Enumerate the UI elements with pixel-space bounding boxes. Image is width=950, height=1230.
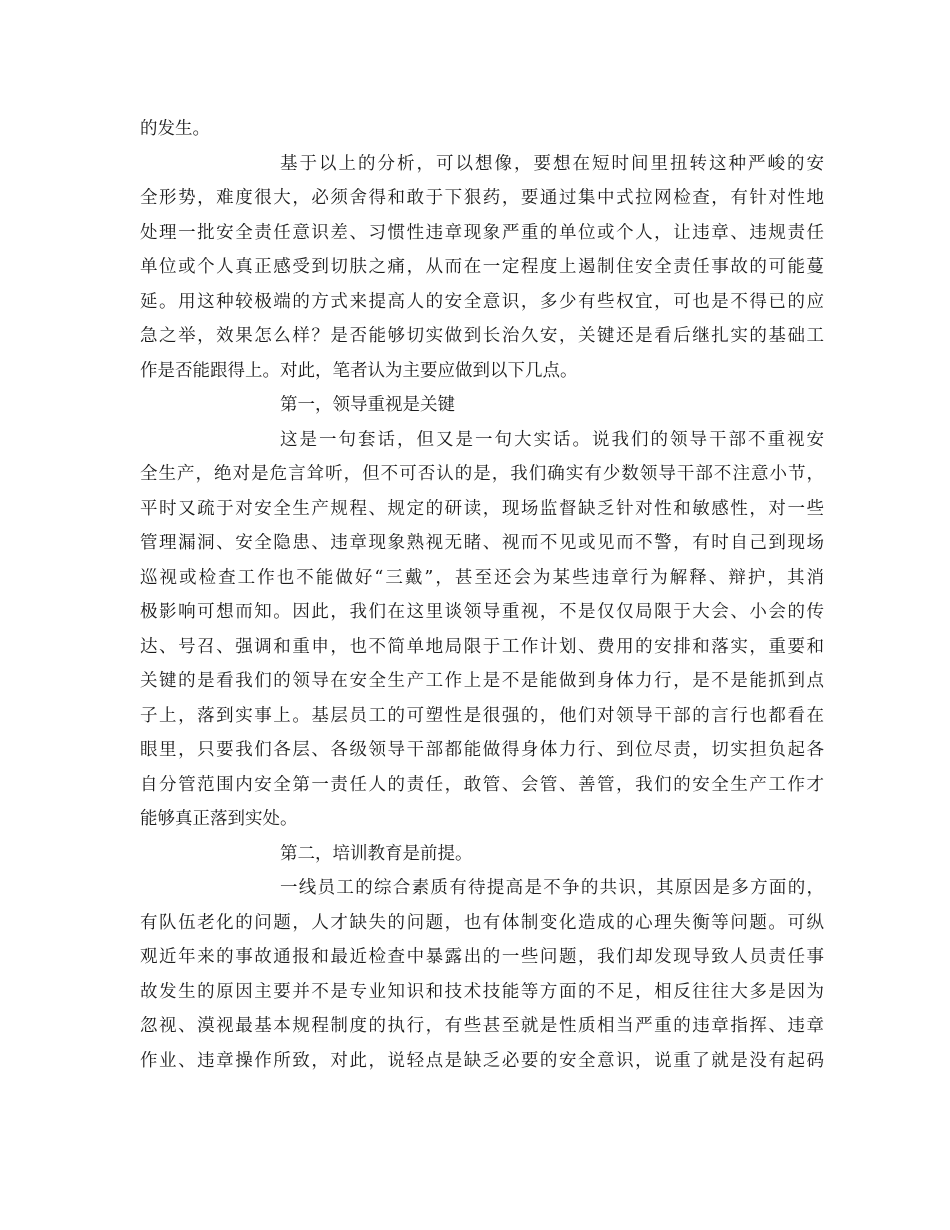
text-line [140,733,824,768]
text-line [140,147,824,182]
document-body [140,112,824,1078]
text-line-content: 故发生的原因主要并不是专业知识和技术技能等方面的不足，相反往往大多是因为 [140,981,824,1002]
text-line-content: 管理漏洞、安全隐患、违章现象熟视无睹、视而不见或见而不警，有时自己到现场 [140,533,824,553]
text-line-content: 眼里，只要我们各层、各级领导干部都能做得身体力行、到位尽责，切实担负起各 [140,740,824,760]
text-line-content: 全形势，难度很大，必须舍得和敢于下狠药，要通过集中式拉网检查，有针对性地 [140,188,824,208]
text-line [140,457,824,492]
text-line-content: 这是一句套话，但又是一句大实话。说我们的领导干部不重视安 [280,429,824,450]
text-line [140,802,824,837]
text-line [140,181,824,216]
text-line [140,1044,824,1079]
text-line [140,940,824,975]
text-line [140,837,824,872]
text-line-content: 能够真正落到实处。 [140,809,298,829]
text-line-content: 关键的是看我们的领导在安全生产工作上是不是能做到身体力行，是不是能抓到点 [140,671,824,691]
text-line [140,595,824,630]
text-line [140,285,824,320]
text-line-content: 全生产，绝对是危言耸听，但不可否认的是，我们确实有少数领导干部不注意小节， [140,464,824,484]
text-line-content: 延。用这种较极端的方式来提高人的安全意识，多少有些权宜，可也是不得已的应 [140,291,824,312]
text-line-content: 第一，领导重视是关键 [280,395,455,415]
text-line [140,319,824,354]
text-line-content: 第二，培训教育是前提。 [280,843,473,864]
text-line [140,664,824,699]
text-line-content: 急之举，效果怎么样？是否能够切实做到长治久安，关键还是看后继扎实的基础工 [140,326,824,346]
text-line-content: 观近年来的事故通报和最近检查中暴露出的一些问题，我们却发现导致人员责任事 [140,947,824,967]
text-line-content: 平时又疏于对安全生产规程、规定的研读，现场监督缺乏针对性和敏感性，对一些 [140,498,824,519]
text-line [140,250,824,285]
text-line-content: 有队伍老化的问题，人才缺失的问题，也有体制变化造成的心理失衡等问题。可纵 [140,912,824,933]
text-line-content: 巡视或检查工作也不能做好“三戴”，甚至还会为某些违章行为解释、辩护，其消 [140,567,824,588]
text-line-content: 作业、违章操作所致，对此，说轻点是缺乏必要的安全意识，说重了就是没有起码 [140,1050,824,1071]
text-line-content: 作是否能跟得上。对此，笔者认为主要应做到以下几点。 [140,360,578,381]
text-line [140,216,824,251]
text-line [140,388,824,423]
text-line-content: 基于以上的分析，可以想像，要想在短时间里扭转这种严峻的安 [280,153,824,174]
text-line-content: 单位或个人真正感受到切肤之痛，从而在一定程度上遏制住安全责任事故的可能蔓 [140,257,824,277]
text-line [140,492,824,527]
text-line [140,526,824,561]
text-line [140,112,824,147]
text-line-content: 处理一批安全责任意识差、习惯性违章现象严重的单位或个人，让违章、违规责任 [140,222,824,243]
text-line-content: 忽视、漠视最基本规程制度的执行，有些甚至就是性质相当严重的违章指挥、违章 [140,1016,824,1036]
text-line [140,630,824,665]
text-line-content: 的发生。 [140,119,210,139]
text-line-content: 达、号召、强调和重申，也不简单地局限于工作计划、费用的安排和落实，重要和 [140,636,824,657]
text-line [140,871,824,906]
text-line [140,768,824,803]
text-line-content: 一线员工的综合素质有待提高是不争的共识，其原因是多方面的， [280,878,824,898]
text-line [140,699,824,734]
text-line [140,1009,824,1044]
text-line-content: 自分管范围内安全第一责任人的责任，敢管、会管、善管，我们的安全生产工作才 [140,774,824,795]
text-line [140,906,824,941]
text-line [140,561,824,596]
text-line-content: 极影响可想而知。因此，我们在这里谈领导重视，不是仅仅局限于大会、小会的传 [140,602,824,622]
text-line [140,423,824,458]
text-line [140,975,824,1010]
text-line-content: 子上，落到实事上。基层员工的可塑性是很强的，他们对领导干部的言行也都看在 [140,705,824,726]
text-line [140,354,824,389]
